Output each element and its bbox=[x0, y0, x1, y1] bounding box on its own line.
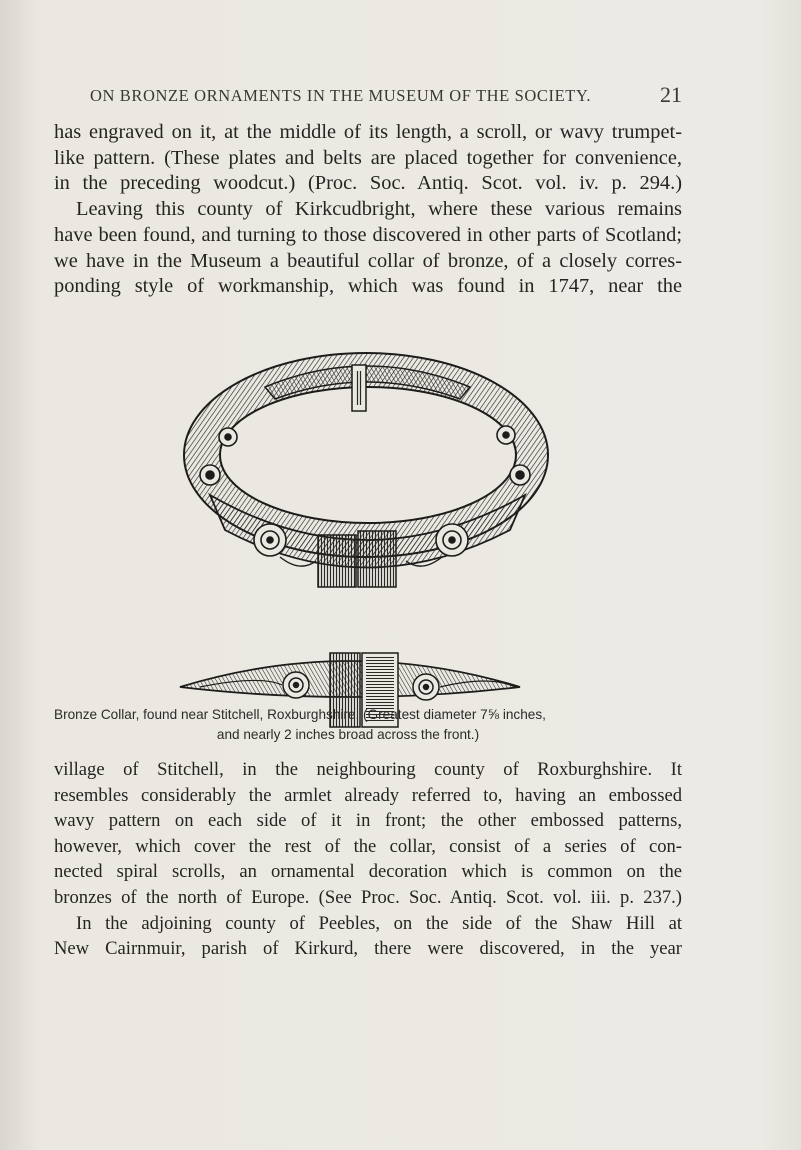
text-line: bronzes of the north of Europe. (See Proc. Soc. Antiq. Scot. vol. iii. p. 237.) bbox=[54, 886, 682, 908]
text-line: Leaving this county of Kirkcudbright, where these various remains bbox=[76, 198, 682, 221]
text-line: resembles considerably the armlet already referred to, having an embossed bbox=[54, 784, 682, 806]
text-line: ponding style of workmanship, which was found in 1747, near the bbox=[54, 275, 682, 298]
bronze-collar-illustration bbox=[170, 335, 570, 730]
text-line: in the preceding woodcut.) (Proc. Soc. Antiq. Scot. vol. iv. p. 294.) bbox=[54, 172, 682, 195]
figure-caption bbox=[54, 705, 682, 745]
paragraph-1 bbox=[54, 120, 682, 300]
page-header bbox=[90, 82, 682, 107]
caption-line: and nearly 2 inches broad across the front.) bbox=[216, 727, 480, 742]
running-title: ON BRONZE ORNAMENTS IN THE MUSEUM OF THE SOCIETY. bbox=[90, 86, 592, 105]
text-line: like pattern. (These plates and belts are placed together for convenience, bbox=[54, 146, 682, 169]
text-line: we have in the Museum a beautiful collar of bronze, of a closely corres- bbox=[54, 249, 682, 272]
caption-line: Bronze Collar, found near Stitchell, Roxburghshire. (Greatest diameter 7⅝ inches, bbox=[54, 707, 546, 722]
text-line: have been found, and turning to those discovered in other parts of Scotland; bbox=[54, 223, 682, 246]
paragraph-2 bbox=[54, 757, 682, 962]
bronze-collar-figure bbox=[170, 335, 570, 730]
text-line: New Cairnmuir, parish of Kirkurd, there were discovered, in the year bbox=[54, 938, 682, 960]
text-line: nected spiral scrolls, an ornamental decoration which is common on the bbox=[54, 861, 682, 883]
page-number: 21 bbox=[660, 82, 682, 107]
text-line: In the adjoining county of Peebles, on the side of the Shaw Hill at bbox=[76, 912, 682, 934]
text-line: wavy pattern on each side of it in front; the other embossed patterns, bbox=[54, 810, 682, 832]
text-line: village of Stitchell, in the neighbouring county of Roxburghshire. It bbox=[54, 759, 682, 780]
collar-top-view bbox=[184, 353, 548, 587]
text-line: has engraved on it, at the middle of its length, a scroll, or wavy trumpet- bbox=[54, 121, 682, 143]
text-line: however, which cover the rest of the collar, consist of a series of con- bbox=[54, 835, 682, 857]
